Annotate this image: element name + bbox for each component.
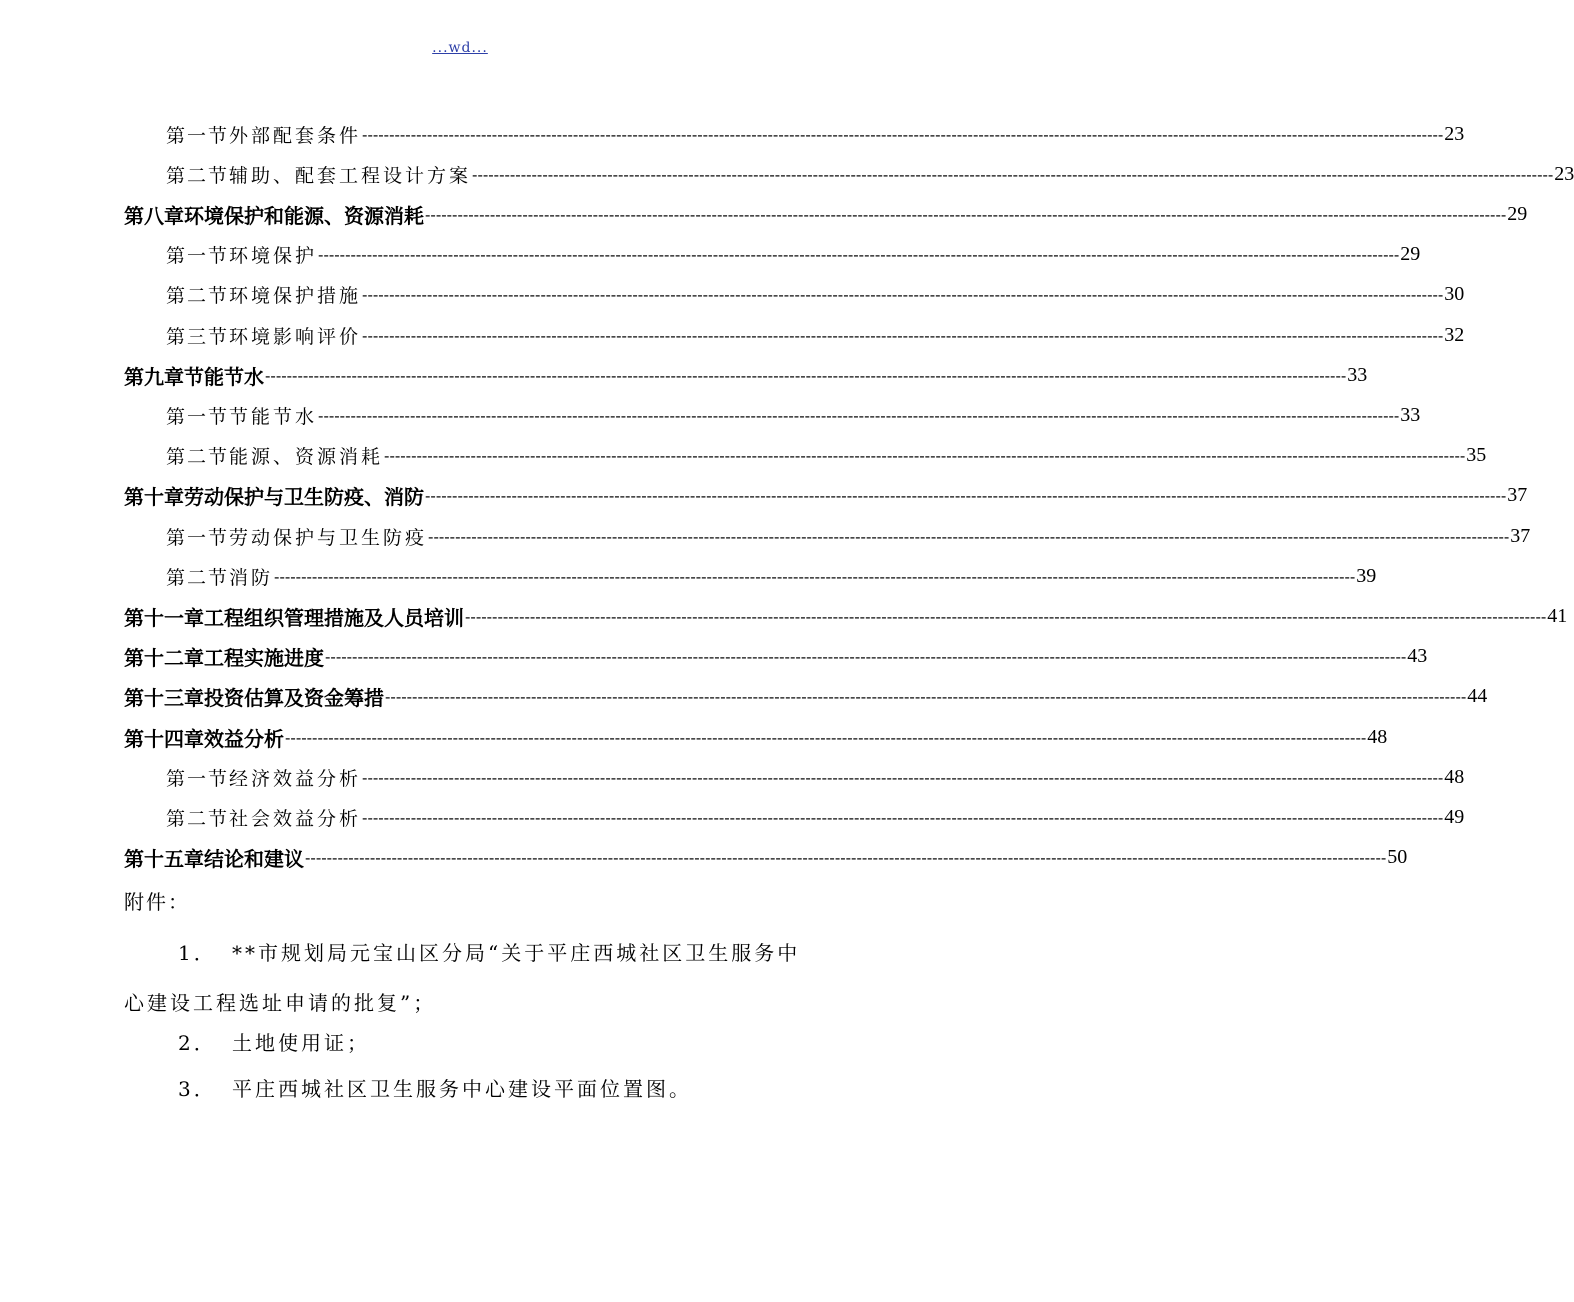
toc-leader: --------------------------------------------------------------------------------------------------------------------------------------------------------------------------------------------------------: [325, 647, 1407, 667]
toc-leader: --------------------------------------------------------------------------------------------------------------------------------------------------------------------------------------------------------: [362, 124, 1444, 144]
toc-chapter-row: [124, 838, 1408, 878]
toc-leader: --------------------------------------------------------------------------------------------------------------------------------------------------------------------------------------------------------: [362, 325, 1444, 345]
toc-chapter-row: [124, 717, 1388, 757]
toc-title: 社会效益分析: [229, 807, 362, 830]
attachments-title: 附件：: [124, 890, 190, 914]
toc-title: 效益分析: [204, 726, 284, 751]
toc-page-number: 37: [1510, 524, 1531, 547]
attachment-text: **市规划局元宝山区分局“关于平庄西城社区卫生服务中心建设工程选址申请的批复”；: [124, 941, 801, 1015]
toc-label: 第二节: [166, 164, 230, 187]
toc-leader: --------------------------------------------------------------------------------------------------------------------------------------------------------------------------------------------------------: [384, 446, 1466, 466]
toc-chapter-row: [124, 194, 1528, 234]
toc-section-row: [166, 235, 1421, 275]
toc-leader: --------------------------------------------------------------------------------------------------------------------------------------------------------------------------------------------------------: [305, 848, 1387, 868]
toc-label: 第十三章: [124, 686, 204, 711]
attachment-text: 平庄西城社区卫生服务中心建设平面位置图。: [232, 1077, 692, 1101]
toc-label: 第二节: [166, 566, 230, 589]
toc-page-number: 37: [1507, 484, 1528, 507]
toc-section-row: [166, 315, 1465, 355]
toc-leader: --------------------------------------------------------------------------------------------------------------------------------------------------------------------------------------------------------: [318, 405, 1400, 425]
toc-title: 投资估算及资金筹措: [204, 686, 384, 711]
toc-section-row: [166, 275, 1465, 315]
toc-label: 第二节: [166, 807, 230, 830]
attachment-number: 2．: [178, 1031, 217, 1055]
toc-page-number: 48: [1367, 725, 1388, 748]
toc-leader: --------------------------------------------------------------------------------------------------------------------------------------------------------------------------------------------------------: [285, 727, 1367, 747]
toc-leader: --------------------------------------------------------------------------------------------------------------------------------------------------------------------------------------------------------: [318, 245, 1400, 265]
toc-leader: --------------------------------------------------------------------------------------------------------------------------------------------------------------------------------------------------------: [465, 606, 1547, 626]
toc-section-row: [166, 556, 1377, 596]
toc-chapter-row: [124, 637, 1428, 677]
toc-page-number: 39: [1356, 564, 1377, 587]
toc-label: 第一节: [166, 245, 230, 268]
toc-title: 结论和建议: [204, 847, 304, 872]
toc-title: 工程组织管理措施及人员培训: [204, 605, 464, 630]
toc-title: 环境保护措施: [229, 285, 362, 308]
toc-title: 节能节水: [229, 405, 318, 428]
toc-leader: --------------------------------------------------------------------------------------------------------------------------------------------------------------------------------------------------------: [472, 164, 1554, 184]
toc-section-row: [166, 114, 1465, 154]
toc-page-number: 41: [1547, 604, 1568, 627]
toc-label: 第一节: [166, 767, 230, 790]
toc-label: 第十五章: [124, 847, 204, 872]
toc-title: 节能节水: [184, 364, 264, 389]
toc-page-number: 44: [1467, 685, 1488, 708]
toc-page-number: 30: [1444, 283, 1465, 306]
toc-page-number: 33: [1347, 363, 1368, 386]
toc-section-row: [166, 154, 1574, 194]
toc-leader: --------------------------------------------------------------------------------------------------------------------------------------------------------------------------------------------------------: [362, 767, 1444, 787]
toc-label: 第一节: [166, 405, 230, 428]
toc-title: 环境保护: [229, 245, 318, 268]
toc-leader: --------------------------------------------------------------------------------------------------------------------------------------------------------------------------------------------------------: [274, 566, 1356, 586]
toc-leader: --------------------------------------------------------------------------------------------------------------------------------------------------------------------------------------------------------: [425, 204, 1507, 224]
toc-page-number: 29: [1400, 243, 1421, 266]
toc-title: 劳动保护与卫生防疫: [229, 526, 428, 549]
toc-section-row: [166, 436, 1487, 476]
page-header: ...wd...: [432, 40, 488, 56]
toc-section-row: [166, 516, 1531, 556]
toc-page-number: 50: [1387, 846, 1408, 869]
toc-title: 经济效益分析: [229, 767, 362, 790]
toc-label: 第八章: [124, 203, 184, 228]
toc-title: 消防: [229, 566, 274, 589]
toc-label: 第二节: [166, 446, 230, 469]
toc-page-number: 23: [1444, 122, 1465, 145]
toc-label: 第一节: [166, 124, 230, 147]
toc-page-number: 23: [1554, 162, 1574, 185]
toc-label: 第三节: [166, 325, 230, 348]
toc-title: 辅助、配套工程设计方案: [229, 164, 472, 187]
toc-page-number: 32: [1444, 323, 1465, 346]
toc-label: 第十四章: [124, 726, 204, 751]
toc-label: 第二节: [166, 285, 230, 308]
attachment-number: 1．: [178, 941, 217, 965]
toc-title: 环境保护和能源、资源消耗: [184, 203, 424, 228]
toc-label: 第一节: [166, 526, 230, 549]
toc-chapter-row: [124, 355, 1368, 395]
attachment-item-1: [124, 928, 804, 1028]
toc-leader: --------------------------------------------------------------------------------------------------------------------------------------------------------------------------------------------------------: [425, 486, 1507, 506]
toc-section-row: [166, 797, 1465, 837]
attachment-text: 土地使用证；: [232, 1031, 370, 1055]
toc-chapter-row: [124, 677, 1488, 717]
toc-label: 第九章: [124, 364, 184, 389]
toc-leader: --------------------------------------------------------------------------------------------------------------------------------------------------------------------------------------------------------: [362, 807, 1444, 827]
toc-label: 第十二章: [124, 646, 204, 671]
toc-section-row: [166, 757, 1465, 797]
toc-leader: --------------------------------------------------------------------------------------------------------------------------------------------------------------------------------------------------------: [428, 526, 1510, 546]
toc-chapter-row: [124, 476, 1528, 516]
toc-title: 能源、资源消耗: [229, 446, 384, 469]
toc-page-number: 35: [1466, 444, 1487, 467]
toc-page-number: 48: [1444, 765, 1465, 788]
toc-label: 第十章: [124, 485, 184, 510]
toc-page-number: 49: [1444, 805, 1465, 828]
attachment-item-3: [124, 1064, 804, 1114]
toc-page-number: 43: [1407, 645, 1428, 668]
toc-title: 劳动保护与卫生防疫、消防: [184, 485, 424, 510]
toc-chapter-row: [124, 596, 1568, 636]
toc-leader: --------------------------------------------------------------------------------------------------------------------------------------------------------------------------------------------------------: [265, 365, 1347, 385]
toc-page-number: 33: [1400, 403, 1421, 426]
attachment-number: 3．: [178, 1077, 217, 1101]
toc-title: 环境影响评价: [229, 325, 362, 348]
toc-page-number: 29: [1507, 202, 1528, 225]
toc-leader: --------------------------------------------------------------------------------------------------------------------------------------------------------------------------------------------------------: [385, 687, 1467, 707]
toc-section-row: [166, 395, 1421, 435]
toc-label: 第十一章: [124, 605, 204, 630]
attachment-item-2: [124, 1018, 804, 1068]
toc-title: 外部配套条件: [229, 124, 362, 147]
toc-title: 工程实施进度: [204, 646, 324, 671]
toc-leader: --------------------------------------------------------------------------------------------------------------------------------------------------------------------------------------------------------: [362, 285, 1444, 305]
